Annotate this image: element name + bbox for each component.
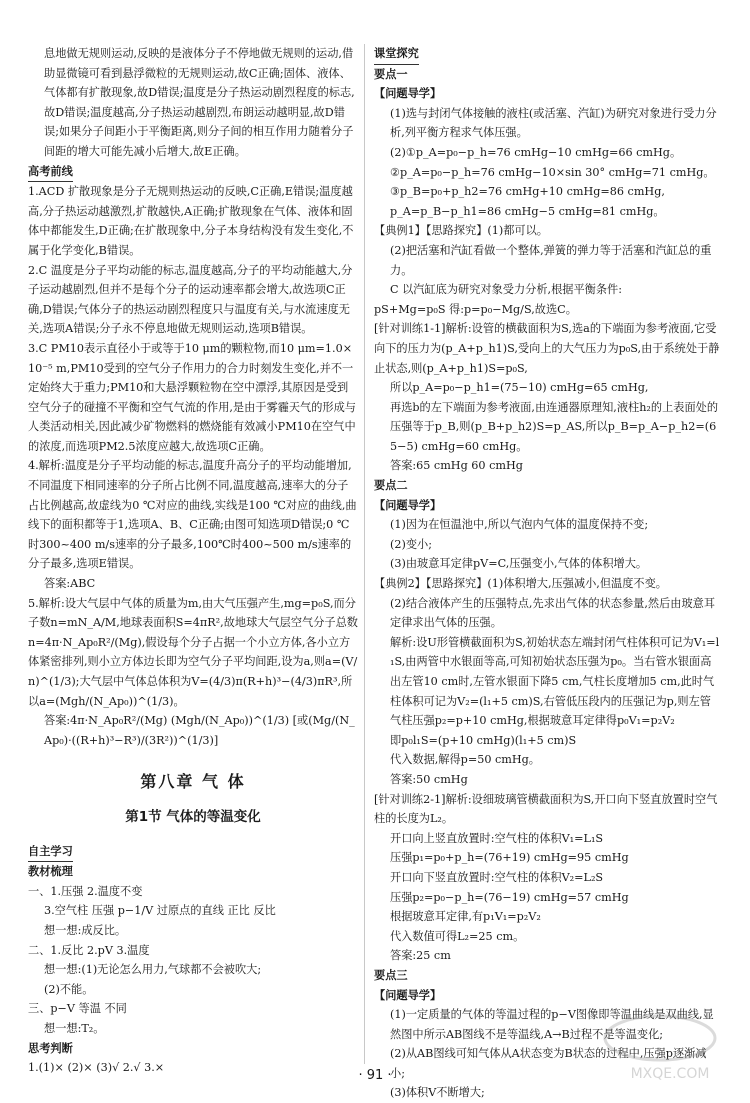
left2-line: (2)不能。 [44,982,94,996]
watermark-text: MXQE.COM [630,1066,710,1082]
right-line: 压强p₂=p₀−p_h=(76−19) cmHg=57 cmHg [390,890,629,904]
left-line: 5.解析:设大气层中气体的质量为m,由大气压强产生,mg=p₀S,而分子数n=mN_A/M,地球表面积S=4πR²,故地球大气层空气分子总数n=4π·N_Ap₀R²/(Mg),假设每个分子占据一个小立方体,各小立方体紧密排列,则小立方体边长即为空气分子平均间距,设为a,则a=(V/n)^(1/3);大气层中气体总体积为V=(4/3)π(R+h)³−(4/3)πR³,所以a=(Mgh/(N_Ap₀))^(1/3)。 [28,596,358,708]
left-line: 答案:ABC [44,577,96,591]
right-column [374,44,720,1103]
right-line: 根据玻意耳定律,有p₁V₁=p₂V₂ [390,910,541,924]
right-line: 【典例2】【思路探究】(1)体积增大,压强减小,但温度不变。 [374,577,667,591]
right-line: 要点一 [374,67,408,81]
right-line: C 以汽缸底为研究对象受力分析,根据平衡条件: [390,283,623,297]
left-line: 1.ACD 扩散现象是分子无规则热运动的反映,C正确,E错误;温度越高,分子热运动越激烈,扩散越快,A正确;扩散现象在气体、液体和固体中都能发生,D正确;在扩散现象中,分子本身结构没有发生变化,不属于化学变化,B错误。 [28,185,354,257]
left2-line: 1.(1)× (2)× (3)√ 2.√ 3.× [28,1061,165,1075]
right-line: (2)从AB图线可知气体从A状态变为B状态的过程中,压强p逐渐减小; [390,1047,707,1080]
right-line: p_A=p_B−p_h1=86 cmHg−5 cmHg=81 cmHg。 [390,204,665,218]
left2-line: 想一想:成反比。 [44,923,127,937]
right-line: 答案:25 cm [390,949,451,963]
classroom-inquiry-block [374,44,720,1103]
left-line: 2.C 温度是分子平均动能的标志,温度越高,分子的平均动能越大,分子运动越剧烈,但并不是每个分子的运动速率都会增大,故选项C正确,D错误;气体分子的热运动剧烈程度只与温度有关,与水流速度无关,选项A错误;分子永不停息地做无规则运动,选项B错误。 [28,263,353,336]
right-line: 代入数值可得L₂=25 cm。 [390,929,525,943]
right-line: 【典例1】【思路探究】(1)都可以。 [374,224,548,238]
left-line: 3.C PM10表示直径小于或等于10 μm的颗粒物,而10 μm=1.0×10⁻⁵ m,PM10受到的空气分子作用力的合力时刻发生变化,并不一定始终大于重力;PM10和大悬浮颗粒物在空中漂浮,其原因是受到空气分子的碰撞不平衡和空气气流的作用,是由于雾霾天气的形成与人类活动相关,因此减少矿物燃料的燃烧能有效减小PM10在空气中的浓度,而选项PM2.5浓度应越大,故选项C正确。 [28,341,356,453]
left-column [28,44,358,1078]
section-title: 第1节 气体的等温变化 [125,808,261,825]
right-line: [针对训练2-1]解析:设细玻璃管横截面积为S,开口向下竖直放置时空气柱的长度为L₂。 [374,792,718,826]
left2-line: 二、1.反比 2.pV 3.温度 [28,943,150,957]
left-line: 答案:4π·N_Ap₀R²/(Mg) (Mgh/(N_Ap₀))^(1/3) [或(Mg/(N_Ap₀)·((R+h)³−R³)/(3R²))^(1/3)] [44,714,355,747]
right-line: (1)因为在恒温池中,所以气泡内气体的温度保持不变; [390,518,649,532]
left2-line: 3.空气柱 压强 p−1/V 过原点的直线 正比 反比 [44,904,276,918]
right-line: 代入数据,解得p=50 cmHg。 [390,753,540,767]
right-line: (1)一定质量的气体的等温过程的p−V图像即等温曲线是双曲线,显然图中所示AB图线不是等温线,A→B过程不是等温变化; [390,1008,714,1041]
left-line: 息地做无规则运动,反映的是液体分子不停地做无规则的运动,借助显微镜可看到悬浮微粒的无规则运动,故C正确;固体、液体、气体都有扩散现象,故D错误;温度是分子热运动剧烈程度的标志,故D错误;温度越高,分子热运动越剧烈,布朗运动越明显,故D错误;如果分子间距小于平衡距离,则分子间的相互作用力随着分子间距的增大可能先减小后增大,故E正确。 [44,47,355,158]
right-line: (1)选与封闭气体接触的液柱(或活塞、汽缸)为研究对象进行受力分析,列平衡方程求气体压强。 [390,106,717,140]
left-line: 高考前线 [28,162,73,183]
right-line: (2)变小; [390,537,432,551]
right-line: 再选b的左下端面为参考液面,由连通器原理知,液柱h₂的上表面处的压强等于p_B,则(p_B+p_h2)S=p_AS,所以p_B=p_A−p_h2=(65−5) cmHg=60 cmHg。 [390,400,719,453]
left-line: 4.解析:温度是分子平均动能的标志,温度升高分子的平均动能增加,不同温度下相同速率的分子所占比例不同,温度越高,速率大的分子占比例越高,故虚线为0 ℃对应的曲线,实线是100 ℃对应的曲线,曲线下的面积都等于1,选项A、B、C正确;由图可知选项D错误;0 ℃时300~400 m/s速率的分子最多,100℃时400~500 m/s速率的分子最多,选项E错误。 [28,459,357,571]
right-line: 所以p_A=p₀−p_h1=(75−10) cmHg=65 cmHg, [390,381,649,395]
right-line: (3)体积V不断增大; [390,1086,485,1100]
watermark-logo [600,1008,740,1088]
self-study-block [28,842,358,1078]
page-number: · 91 · [358,1068,392,1083]
right-line: 答案:65 cmHg 60 cmHg [390,459,523,473]
left2-line: 自主学习 [28,842,73,863]
left2-line: 思考判断 [28,1041,73,1055]
right-line: ③p_B=p₀+p_h2=76 cmHg+10 cmHg=86 cmHg, [390,185,665,199]
left-answers [28,44,358,750]
right-line: pS+Mg=p₀S 得:p=p₀−Mg/S,故选C。 [374,302,577,316]
left2-line: 想一想:(1)无论怎么用力,气球都不会被吹大; [44,963,262,977]
right-line: 课堂探究 [374,44,419,65]
right-line: (2)结合液体产生的压强特点,先求出气体的状态参量,然后由玻意耳定律求出气体的压强。 [390,596,716,630]
right-line: ②p_A=p₀−p_h=76 cmHg−10×sin 30° cmHg=71 cmHg。 [390,165,715,179]
right-line: [针对训练1-1]解析:设管的横截面积为S,选a的下端面为参考液面,它受向下的压力为(p_A+p_h1)S,受向上的大气压力为p₀S,由于系统处于静止状态,则(p_A+p_h1)S=p₀S, [374,322,720,375]
right-line: 答案:50 cmHg [390,772,468,786]
right-line: 开口向下竖直放置时:空气柱的体积V₂=L₂S [390,870,604,884]
right-line: 要点二 [374,479,408,493]
right-line: (2)①p_A=p₀−p_h=76 cmHg−10 cmHg=66 cmHg。 [390,145,682,159]
right-line: (2)把活塞和汽缸看做一个整体,弹簧的弹力等于活塞和汽缸总的重力。 [390,243,712,277]
chapter-title: 第八章 气 体 [140,772,246,792]
right-line: 解析:设U形管横截面积为S,初始状态左端封闭气柱体积可记为V₁=l₁S,由两管中水银面等高,可知初始状态压强为p₀。当右管水银面高出左管10 cm时,左管水银面下降5 cm,气柱长度增加5 cm,此时气柱体积可记为V₂=(l₁+5 cm)S,右管低压段内的压强记为p,则左管气柱压强p₂=p+10 cmHg,根据玻意耳定律得p₀V₁=p₂V₂ [390,635,720,728]
right-line: 压强p₁=p₀+p_h=(76+19) cmHg=95 cmHg [390,851,629,865]
right-line: 要点三 [374,968,408,982]
left2-line: 一、1.压强 2.温度不变 [28,884,143,898]
left2-line: 三、p−V 等温 不同 [28,1002,127,1016]
right-line: 【问题导学】 [374,498,442,512]
right-line: 【问题导学】 [374,988,442,1002]
column-divider [364,44,365,1064]
right-line: 即p₀l₁S=(p+10 cmHg)(l₁+5 cm)S [390,733,577,747]
right-line: 开口向上竖直放置时:空气柱的体积V₁=L₁S [390,831,604,845]
right-line: (3)由玻意耳定律pV=C,压强变小,气体的体积增大。 [390,557,648,571]
right-line: 【问题导学】 [374,87,442,101]
left2-line: 想一想:T₂。 [44,1021,105,1035]
left2-line: 教材梳理 [28,865,73,879]
